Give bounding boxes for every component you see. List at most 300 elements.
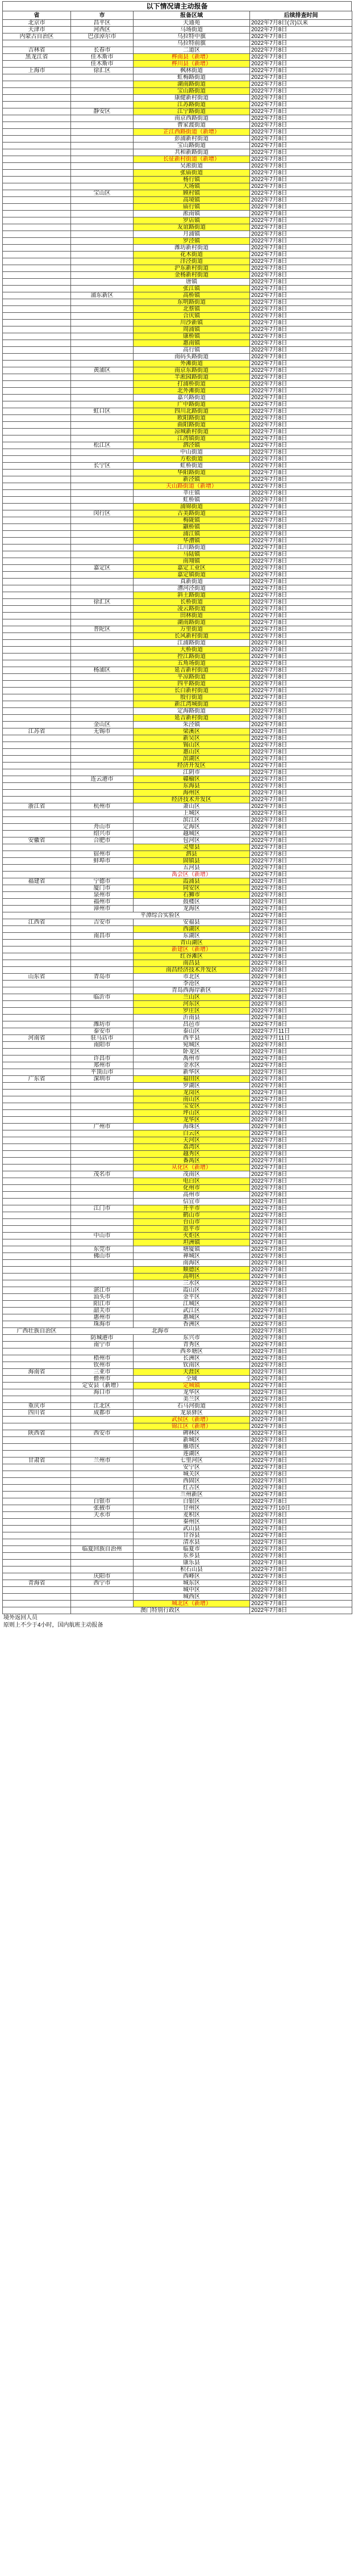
table-row (3, 1546, 352, 1553)
cell-province: 海南省 (3, 1369, 71, 1376)
cell-city (71, 456, 134, 463)
cell-area: 信宜市 (134, 1199, 250, 1205)
cell-province (3, 1055, 71, 1062)
cell-area: 高行镇 (134, 347, 250, 354)
cell-province (3, 1253, 71, 1260)
cell-area: 江阴市 (134, 769, 250, 776)
cell-area: 漕河泾街道 (134, 585, 250, 592)
cell-province (3, 756, 71, 763)
cell-province (3, 1498, 71, 1505)
cell-city (71, 129, 134, 136)
cell-province (3, 313, 71, 320)
table-row (3, 1594, 352, 1601)
cell-date: 2022年7月8日 (250, 790, 352, 797)
cell-city (71, 395, 134, 401)
cell-province (3, 183, 71, 190)
cell-date: 2022年7月8日 (250, 981, 352, 987)
cell-province (3, 299, 71, 306)
table-row (3, 626, 352, 633)
table-row (3, 1021, 352, 1028)
cell-province (3, 1083, 71, 1090)
cell-date: 2022年7月8日 (250, 1430, 352, 1437)
cell-date: 2022年7月8日 (250, 1008, 352, 1015)
cell-date: 2022年7月8日 (250, 565, 352, 572)
table-row (3, 1423, 352, 1430)
cell-area: 高境镇 (134, 197, 250, 204)
table-row (3, 258, 352, 265)
cell-date: 2022年7月8日 (250, 1199, 352, 1205)
cell-province (3, 1165, 71, 1171)
cell-area: 甘州区 (134, 1505, 250, 1512)
cell-province (3, 415, 71, 422)
cell-date: 2022年7月8日 (250, 190, 352, 197)
table-row (3, 177, 352, 183)
table-row (3, 865, 352, 872)
cell-province (3, 1110, 71, 1117)
cell-date: 2022年7月8日 (250, 1178, 352, 1185)
cell-area: 凉城新村街道 (134, 429, 250, 435)
table-row (3, 504, 352, 510)
table-row (3, 654, 352, 660)
cell-city: 东莞市 (71, 1246, 134, 1253)
cell-date: 2022年7月8日 (250, 967, 352, 974)
cell-date: 2022年7月8日 (250, 1192, 352, 1199)
cell-city: 中山市 (71, 1233, 134, 1239)
cell-area: 钦南区 (134, 1362, 250, 1369)
table-row (3, 688, 352, 694)
cell-province (3, 735, 71, 742)
cell-area: 惠城区 (134, 1314, 250, 1321)
cell-date: 2022年7月8日 (250, 681, 352, 688)
table-row (3, 1328, 352, 1335)
cell-date: 2022年7月8日 (250, 1560, 352, 1566)
cell-date: 2022年7月8日 (250, 211, 352, 217)
cell-area: 恩平市 (134, 1226, 250, 1233)
cell-area: 唐镇 (134, 279, 250, 286)
cell-date: 2022年7月8日 (250, 1117, 352, 1124)
cell-province (3, 599, 71, 606)
header-province: 省 (3, 11, 71, 20)
cell-area: 龙海区 (134, 906, 250, 912)
cell-city (71, 708, 134, 715)
cell-date: 2022年7月8日 (250, 1021, 352, 1028)
table-row (3, 361, 352, 367)
cell-date: 2022年7月8日 (250, 102, 352, 108)
cell-area: 大场镇 (134, 183, 250, 190)
cell-date: 2022年7月8日 (250, 313, 352, 320)
cell-date: 2022年7月8日 (250, 1171, 352, 1178)
cell-city (71, 217, 134, 224)
cell-area: 浦锦街道 (134, 504, 250, 510)
cell-city (71, 756, 134, 763)
cell-date: 2022年7月8日 (250, 1376, 352, 1383)
cell-date: 2022年7月8日 (250, 299, 352, 306)
cell-area: 青秀区 (134, 1342, 250, 1348)
cell-date: 2022年7月8日 (250, 1444, 352, 1451)
cell-date: 2022年7月8日 (250, 776, 352, 783)
table-row (3, 660, 352, 667)
cell-city (71, 585, 134, 592)
cell-province (3, 769, 71, 776)
cell-area: 顾村镇 (134, 190, 250, 197)
cell-date: 2022年7月8日 (250, 517, 352, 524)
cell-province (3, 613, 71, 619)
cell-date: 2022年7月8日 (250, 54, 352, 61)
cell-area: 包河区 (134, 837, 250, 844)
cell-city: 泰安市 (71, 1028, 134, 1035)
cell-area: 西固区 (134, 1478, 250, 1485)
cell-city (71, 1478, 134, 1485)
cell-area: 张庙街道 (134, 170, 250, 177)
cell-area: 坪山区 (134, 1110, 250, 1117)
cell-city: 梧州市 (71, 1355, 134, 1362)
cell-date: 2022年7月8日 (250, 1158, 352, 1165)
table-row (3, 115, 352, 122)
table-row (3, 1505, 352, 1512)
table-row (3, 531, 352, 538)
cell-province (3, 606, 71, 613)
cell-province (3, 660, 71, 667)
table-row (3, 1246, 352, 1253)
table-row (3, 810, 352, 817)
cell-city (71, 333, 134, 340)
cell-date: 2022年7月8日 (250, 1274, 352, 1280)
table-row (3, 476, 352, 483)
table-row (3, 1028, 352, 1035)
cell-city: 珠海市 (71, 1321, 134, 1328)
cell-date: 2022年7月8日 (250, 74, 352, 81)
cell-city (71, 183, 134, 190)
cell-province (3, 1355, 71, 1362)
cell-area: 天通苑 (134, 20, 250, 27)
table-row (3, 170, 352, 177)
cell-province (3, 1226, 71, 1233)
table-row (3, 204, 352, 211)
table-row (3, 490, 352, 497)
table-row (3, 906, 352, 912)
cell-city (71, 769, 134, 776)
table-row (3, 1090, 352, 1096)
table-row (3, 68, 352, 74)
cell-city (71, 252, 134, 258)
cell-area: 坦洲镇 (134, 1239, 250, 1246)
cell-date: 2022年7月8日 (250, 1335, 352, 1342)
cell-area: 萧山区 (134, 803, 250, 810)
cell-province (3, 633, 71, 640)
table-row (3, 1035, 352, 1042)
cell-area: 清水县 (134, 1539, 250, 1546)
cell-date: 2022年7月8日 (250, 926, 352, 933)
cell-province (3, 286, 71, 292)
cell-province (3, 1096, 71, 1103)
table-row (3, 544, 352, 551)
cell-province (3, 844, 71, 851)
cell-date: 2022年7月8日 (250, 1594, 352, 1601)
cell-date: 2022年7月8日 (250, 340, 352, 347)
cell-city (71, 40, 134, 47)
cell-date: 2022年7月8日 (250, 1451, 352, 1457)
table-row (3, 40, 352, 47)
table-row (3, 742, 352, 749)
cell-date: 2022年7月8日 (250, 326, 352, 333)
cell-area: 长洲区 (134, 1355, 250, 1362)
cell-date: 2022年7月8日 (250, 265, 352, 272)
cell-area: 乌拉特中旗 (134, 33, 250, 40)
cell-province (3, 619, 71, 626)
table-row (3, 313, 352, 320)
cell-date: 2022年7月8日 (250, 1062, 352, 1069)
cell-area: 海州区 (134, 790, 250, 797)
table-row (3, 1362, 352, 1369)
cell-city (71, 95, 134, 102)
cell-province (3, 1389, 71, 1396)
table-row (3, 1457, 352, 1464)
cell-date: 2022年7月8日 (250, 824, 352, 831)
header-row (3, 11, 352, 20)
cell-area: 滨湖区 (134, 756, 250, 763)
table-row (3, 136, 352, 143)
cell-area: 湖南路街道 (134, 81, 250, 88)
table-row (3, 252, 352, 258)
cell-province: 重庆市 (3, 1403, 71, 1410)
cell-area: 外滩街道 (134, 361, 250, 367)
cell-date: 2022年7月8日 (250, 1471, 352, 1478)
cell-area: 宛城区 (134, 1042, 250, 1049)
cell-date: 2022年7月8日 (250, 442, 352, 449)
cell-date: 2022年7月8日 (250, 558, 352, 565)
cell-date: 2022年7月8日 (250, 108, 352, 115)
table-row (3, 558, 352, 565)
cell-date: 2022年7月8日 (250, 204, 352, 211)
table-row (3, 340, 352, 347)
cell-province (3, 1233, 71, 1239)
cell-date: 2022年7月8日 (250, 1055, 352, 1062)
cell-date: 2022年7月11日 (250, 1035, 352, 1042)
cell-date: 2022年7月8日 (250, 1526, 352, 1532)
cell-city (71, 1471, 134, 1478)
footnotes (2, 1614, 352, 1629)
cell-area: 番禺区 (134, 1158, 250, 1165)
cell-province (3, 88, 71, 95)
cell-date: 2022年7月8日 (250, 1083, 352, 1090)
cell-city (71, 517, 134, 524)
cell-province (3, 640, 71, 647)
cell-province: 北京市 (3, 20, 71, 27)
table-row (3, 1492, 352, 1498)
cell-area: 南京东路街道 (134, 367, 250, 374)
cell-city (71, 435, 134, 442)
cell-date: 2022年7月8日 (250, 1587, 352, 1594)
cell-area: 长征新村街道（新增） (134, 156, 250, 163)
table-row (3, 974, 352, 981)
cell-date: 2022年7月8日 (250, 347, 352, 354)
cell-city: 临沂市 (71, 994, 134, 1001)
cell-date: 2022年7月8日 (250, 415, 352, 422)
cell-province (3, 81, 71, 88)
cell-area: 开平市 (134, 1205, 250, 1212)
cell-area: 长风新村街道 (134, 633, 250, 640)
cell-city (71, 313, 134, 320)
cell-province (3, 1321, 71, 1328)
cell-area: 川沙新镇 (134, 320, 250, 326)
table-row (3, 156, 352, 163)
cell-area: 东明路街道 (134, 299, 250, 306)
cell-city (71, 1601, 134, 1607)
cell-province (3, 74, 71, 81)
cell-city (71, 1396, 134, 1403)
cell-area: 共和新路街道 (134, 149, 250, 156)
cell-date: 2022年7月8日 (250, 401, 352, 408)
cell-area: 罗湖区 (134, 1083, 250, 1090)
table-row (3, 776, 352, 783)
cell-city (71, 1199, 134, 1205)
cell-area: 沪东新村街道 (134, 265, 250, 272)
cell-province (3, 579, 71, 585)
cell-area: 龙华区 (134, 1389, 250, 1396)
table-row (3, 912, 352, 919)
cell-area: 南京西路街道 (134, 115, 250, 122)
cell-city: 兰州市 (71, 1457, 134, 1464)
cell-province (3, 1117, 71, 1124)
cell-province (3, 1314, 71, 1321)
table-row (3, 728, 352, 735)
cell-city: 惠州市 (71, 1314, 134, 1321)
table-row (3, 565, 352, 572)
cell-date: 2022年7月8日 (250, 1348, 352, 1355)
table-row (3, 606, 352, 613)
table-row (3, 1062, 352, 1069)
cell-date: 2022年7月8日 (250, 1124, 352, 1130)
cell-area: 顺德区 (134, 1267, 250, 1274)
cell-province (3, 224, 71, 231)
table-row (3, 763, 352, 769)
cell-city (71, 1083, 134, 1090)
cell-area: 花木街道 (134, 252, 250, 258)
table-row (3, 933, 352, 940)
cell-date: 2022年7月8日 (250, 27, 352, 33)
table-row (3, 163, 352, 170)
table-row (3, 524, 352, 531)
table-row (3, 1280, 352, 1287)
table-row (3, 1055, 352, 1062)
cell-province (3, 585, 71, 592)
table-row (3, 572, 352, 579)
cell-city (71, 1226, 134, 1233)
cell-date: 2022年7月8日 (250, 1130, 352, 1137)
table-row (3, 347, 352, 354)
cell-province (3, 851, 71, 858)
cell-province (3, 1348, 71, 1355)
table-row (3, 1185, 352, 1192)
cell-date: 2022年7月8日 (250, 483, 352, 490)
cell-province (3, 245, 71, 252)
table-row (3, 1144, 352, 1151)
table-row (3, 1226, 352, 1233)
cell-area: 新建区（新增） (134, 946, 250, 953)
cell-province (3, 1512, 71, 1519)
cell-area: 延吉新村街道 (134, 715, 250, 722)
cell-province (3, 401, 71, 408)
cell-date: 2022年7月8日 (250, 708, 352, 715)
cell-area: 青山湖区 (134, 940, 250, 946)
cell-province: 广西壮族自治区 (3, 1328, 71, 1335)
cell-date: 2022年7月8日 (250, 674, 352, 681)
cell-province (3, 544, 71, 551)
table-row (3, 1212, 352, 1219)
table-row (3, 435, 352, 442)
table-row (3, 1348, 352, 1355)
cell-city (71, 551, 134, 558)
cell-date: 2022年7月8日 (250, 292, 352, 299)
table-row (3, 217, 352, 224)
cell-date: 2022年7月8日 (250, 177, 352, 183)
table-row (3, 946, 352, 953)
cell-province: 安徽省 (3, 837, 71, 844)
cell-province (3, 61, 71, 68)
cell-city (71, 940, 134, 946)
cell-province (3, 694, 71, 701)
cell-date: 2022年7月8日 (250, 422, 352, 429)
table-row (3, 926, 352, 933)
table-row (3, 265, 352, 272)
cell-province (3, 1573, 71, 1580)
cell-date: 2022年7月8日 (250, 1410, 352, 1417)
cell-city: 金山区 (71, 722, 134, 728)
cell-city (71, 136, 134, 143)
cell-city: 昌平区 (71, 20, 134, 27)
cell-province (3, 824, 71, 831)
cell-city (71, 497, 134, 504)
cell-city (71, 872, 134, 878)
table-row (3, 1376, 352, 1383)
cell-area: 北蔡镇 (134, 306, 250, 313)
cell-area: 江宁路街道 (134, 108, 250, 115)
cell-city (71, 1464, 134, 1471)
cell-city (71, 122, 134, 129)
cell-city (71, 674, 134, 681)
cell-province (3, 994, 71, 1001)
cell-province (3, 538, 71, 544)
cell-city (71, 279, 134, 286)
cell-date: 2022年7月8日 (250, 1355, 352, 1362)
cell-date: 2022年7月8日 (250, 1362, 352, 1369)
cell-area: 江湾镇街道 (134, 435, 250, 442)
cell-area: 越秀区 (134, 1151, 250, 1158)
cell-province (3, 912, 71, 919)
cell-city (71, 1001, 134, 1008)
table-row (3, 1532, 352, 1539)
cell-date: 2022年7月8日 (250, 1321, 352, 1328)
cell-province (3, 1342, 71, 1348)
cell-date: 2022年7月8日 (250, 279, 352, 286)
table-row (3, 108, 352, 115)
cell-city (71, 347, 134, 354)
table-row (3, 20, 352, 27)
cell-date: 2022年7月8日 (250, 306, 352, 313)
table-row (3, 1498, 352, 1505)
cell-city (71, 1178, 134, 1185)
cell-date: 2022年7月8日 (250, 1090, 352, 1096)
cell-city (71, 783, 134, 790)
table-row (3, 1451, 352, 1457)
cell-date: 2022年7月8日 (250, 953, 352, 960)
table-row (3, 306, 352, 313)
cell-date: 2022年7月8日 (250, 647, 352, 654)
cell-area: 宝安区 (134, 1103, 250, 1110)
cell-city (71, 865, 134, 872)
cell-province (3, 449, 71, 456)
table-row (3, 388, 352, 395)
